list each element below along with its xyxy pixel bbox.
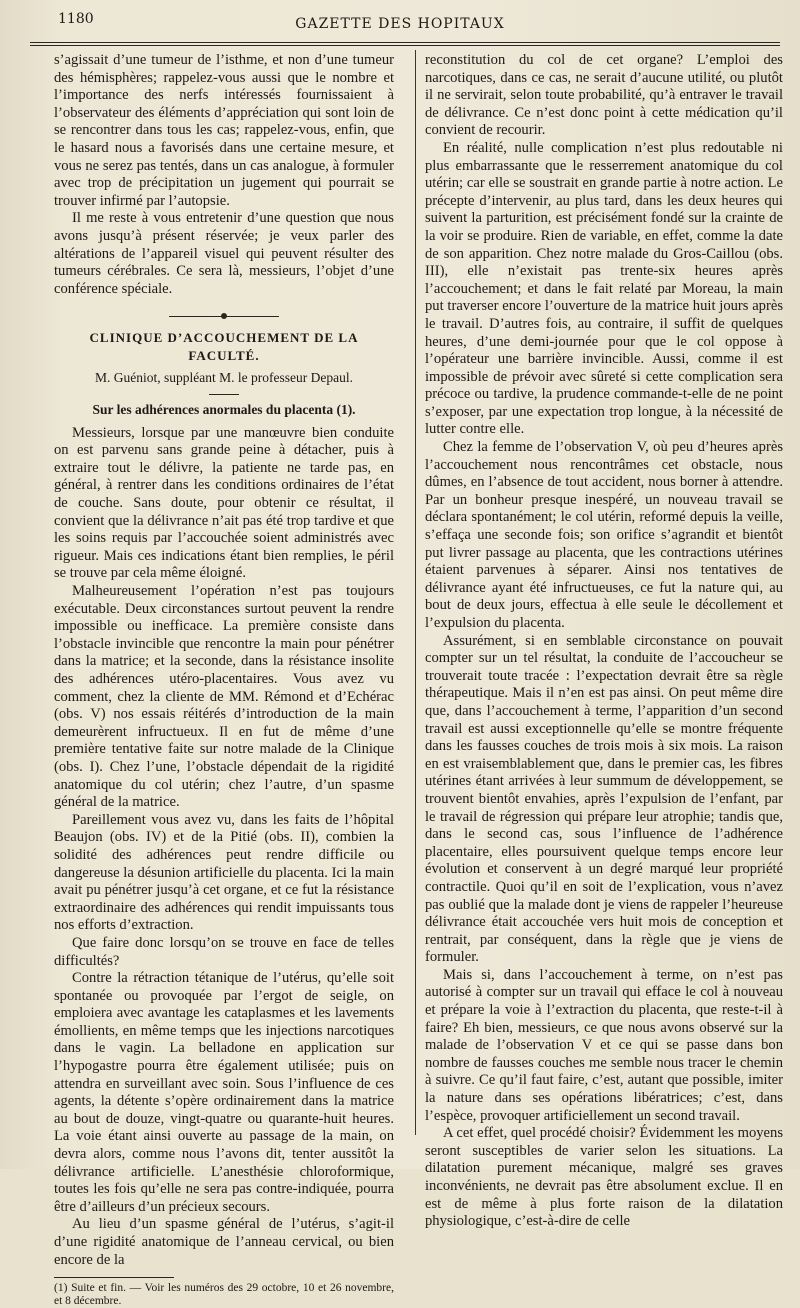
paragraph: Assurément, si en semblable circonstance on pouvait compter sur un tel résultat, la conduite de l’accoucheur se trouverait toute tracée : l’expectation devrait être sa règle thérapeutique. Mais il n’en est pas ainsi. On peut même dire que, dans l’accouchement à terme, l’apparition d’un second travail est aussi exceptionnelle qu’elle se montre fréquente dans les fausses couches de trois mois à six mois. La raison en est vraisemblablement que, dans le premier cas, les fibres utérines étant arrivées à leur summum de développement, se trouvent bientôt envahies, après l’expulsion de l’enfant, par le travail de régression qui prépare leur atrophie; tandis que, dans le second cas, sous l’influence de l’adhérence placentaire, elles poursuivent quelque temps encore leur évolution et conservent à un degré marqué leur propriété contractile. Quoi qu’il en soit de l’explication, vous n’avez pas oublié que la malade dont je viens de rappeler l’heureuse délivrance était accouchée vers huit mois de conception et rentrait, par conséquent, dans la règle que je viens de formuler. [425, 632, 783, 966]
right-column [425, 52, 783, 1230]
paragraph: Messieurs, lorsque par une manœuvre bien conduite on est parvenu sans grande peine à détacher, puis à extraire tout le délivre, la patiente ne tarde pas, en général, à rentrer dans les conditions ordinaires de l’état de couche. Sans doute, pour obtenir ce résultat, il convient que la délivrance n’ait pas été trop tardive et que les soins requis par l’accouchée soient administrés avec rigueur. Mais ces indications étant bien remplies, le péril se trouve par cela même éloigné. [54, 424, 394, 582]
header-rule-double [30, 45, 780, 46]
footnote-rule [54, 1277, 174, 1278]
page-header [0, 0, 800, 50]
section-title: CLINIQUE D’ACCOUCHEMENT DE LA FACULTÉ. [89, 330, 359, 363]
paragraph: A cet effet, quel procédé choisir? Évidemment les moyens seront susceptibles de varier selon les situations. La dilatation purement mécanique, malgré ses graves inconvénients, ne devrait pas être absolument exclue. Il en est de même à plus forte raison de la dilatation physiologique, c’est-à-dire de celle [425, 1125, 783, 1230]
paragraph: Au lieu d’un spasme général de l’utérus, s’agit-il d’une rigidité anatomique de l’anneau cervical, ou bien encore de la [54, 1216, 394, 1268]
paragraph: Malheureusement l’opération n’est pas toujours exécutable. Deux circonstances surtout peuvent la rendre impossible ou inefficace. La première consiste dans l’obstacle invincible que rencontre la main pour pénétrer dans la matrice; et la seconde, dans la résistance insolite des adhérences utéro-placentaires. Vous avez vu comment, chez la cliente de MM. Rémond et d’Echérac (obs. V) nos essais réitérés d’introduction de la main demeurèrent infructueux. Il en fut de même d’une première tentative faite sur notre malade de la Clinique (obs. I). Chez l’une, l’obstacle dépendait de la rigidité anatomique du col utérin; chez l’autre, d’un spasme général de la matrice. [54, 583, 394, 811]
paragraph: Il me reste à vous entretenir d’une question que nous avons jusqu’à présent réservée; je veux parler des altérations de l’appareil visuel qui peuvent résulter des tumeurs cérébrales. Ce sera là, messieurs, l’objet d’une conférence spéciale. [54, 210, 394, 297]
paragraph: reconstitution du col de cet organe? L’emploi des narcotiques, dans ce cas, ne serait d’aucune utilité, ou plutôt il ne servirait, selon toute probabilité, qu’à entraver le travail de délivrance. Ce n’est donc point à cette médication qu’il convient de recourir. [425, 52, 783, 139]
paragraph: Contre la rétraction tétanique de l’utérus, qu’elle soit spontanée ou provoquée par l’ergot de seigle, on emploiera avec avantage les cataplasmes et les lavements émollients, en même temps que les injections narcotiques dans le vagin. La belladone en application sur l’hypogastre pourra être également utilisée; puis on attendra en surveillant avec soin. Sous l’influence de ces agents, la détente s’opère ordinairement dans la matrice au bout de douze, vingt-quatre ou quarante-huit heures. La voie étant ainsi ouverte au passage de la main, on devra alors, comme nous l’avons dit, tenter aussitôt la délivrance artificielle. L’anesthésie chloroformique, toutes les fois qu’elle ne sera pas contre-indiquée, pourra être d’ailleurs d’un précieux secours. [54, 970, 394, 1215]
left-column [54, 52, 394, 1308]
column-divider [415, 50, 416, 1135]
divider [209, 394, 239, 395]
running-title: GAZETTE DES HOPITAUX [295, 16, 505, 32]
author-line: M. Guéniot, suppléant M. le professeur Depaul. [95, 369, 353, 385]
footnote: (1) Suite et fin. — Voir les numéros des 29 octobre, 10 et 26 novembre, et 8 décembre. [54, 1282, 394, 1308]
header-rule [30, 42, 780, 43]
paragraph: Que faire donc lorsqu’on se trouve en face de telles difficultés? [54, 934, 394, 969]
paragraph: Chez la femme de l’observation V, où peu d’heures après l’accouchement nous rencontrâmes cet obstacle, nous dûmes, en l’absence de tout accident, nous borner à attendre. Par un bonheur presque inespéré, un nouveau travail se déclara spontanément; le col utérin, reformé depuis la veille, s’effaça une seconde fois; son orifice s’agrandit et bientôt put livrer passage au placenta, que les contractions utérines étaient parvenues à séparer. Ainsi nos tentatives de délivrance ayant été infructueuses, ce fut la nature qui, au bout de deux jours, effectua à elle seule le décollement et l’expulsion du placenta. [425, 439, 783, 631]
paragraph: Pareillement vous avez vu, dans les faits de l’hôpital Beaujon (obs. IV) et de la Pitié (obs. II), combien la solidité des adhérences peut rendre difficile ou dangereuse la désunion artificielle du placenta. Ici la main avait pu pénétrer jusqu’à cet organe, et ce fut la résistance extraordinaire des adhérences qui rendit impuissants tous nos efforts d’extraction. [54, 811, 394, 934]
paragraph: En réalité, nulle complication n’est plus redoutable ni plus embarrassante que le resserrement anatomique du col utérin; car elle se soustrait en grande partie à notre action. Le précepte d’intervenir, au plus tard, dans les deux heures qui suivent la parturition, est précisément fondé sur la crainte de la voir se produire. Rien de variable, en effet, comme la date de son apparition. Chez notre malade du Gros-Caillou (obs. III), elle n’existait pas trente-six heures après l’accouchement; et dans le fait relaté par Moreau, la main put traverser encore l’ouverture de la matrice huit jours après le travail. D’autres fois, au contraire, il suffit de quelques heures, d’une demi-journée pour que le col oppose à l’opérateur une barrière invincible. Aussi, comme il est impossible de prévoir avec sûreté si cette complication sera précoce ou tardive, la prudence commande-t-elle de ne point s’exposer, par une expectation trop longue, à la nécessité de lutter contre elle. [425, 139, 783, 438]
article-title: Sur les adhérences anormales du placenta (1). [92, 402, 356, 418]
paragraph: s’agissait d’une tumeur de l’isthme, et non d’une tumeur des hémisphères; rappelez-vous aussi que le nombre et l’importance des nerfs intéressés fournissaient à l’observateur des éléments d’appréciation qui sont loin de se rencontrer dans tous les cas; rappelez-vous, enfin, que le hasard nous a favorisés dans une certaine mesure, et vous ne serez pas tentés, dans un cas analogue, à formuler avec trop de précipitation un jugement qui pourrait se trouver infirmé par l’autopsie. [54, 52, 394, 209]
ornamental-divider [169, 316, 279, 317]
page-number: 1180 [58, 11, 94, 27]
paragraph: Mais si, dans l’accouchement à terme, on n’est pas autorisé à compter sur un travail qui efface le col à nouveau et prépare la voie à l’extraction du placenta, que reste-t-il à faire? Eh bien, messieurs, ce que nous avons observé sur la malade de l’observation V et ce qui se passe dans bon nombre de fausses couches me semble nous tracer le chemin à suivre. Ce qu’il faut faire, c’est, autant que possible, imiter la nature dans ses opérations libératrices; c’est, dans l’espèce, provoquer artificiellement un second travail. [425, 966, 783, 1124]
